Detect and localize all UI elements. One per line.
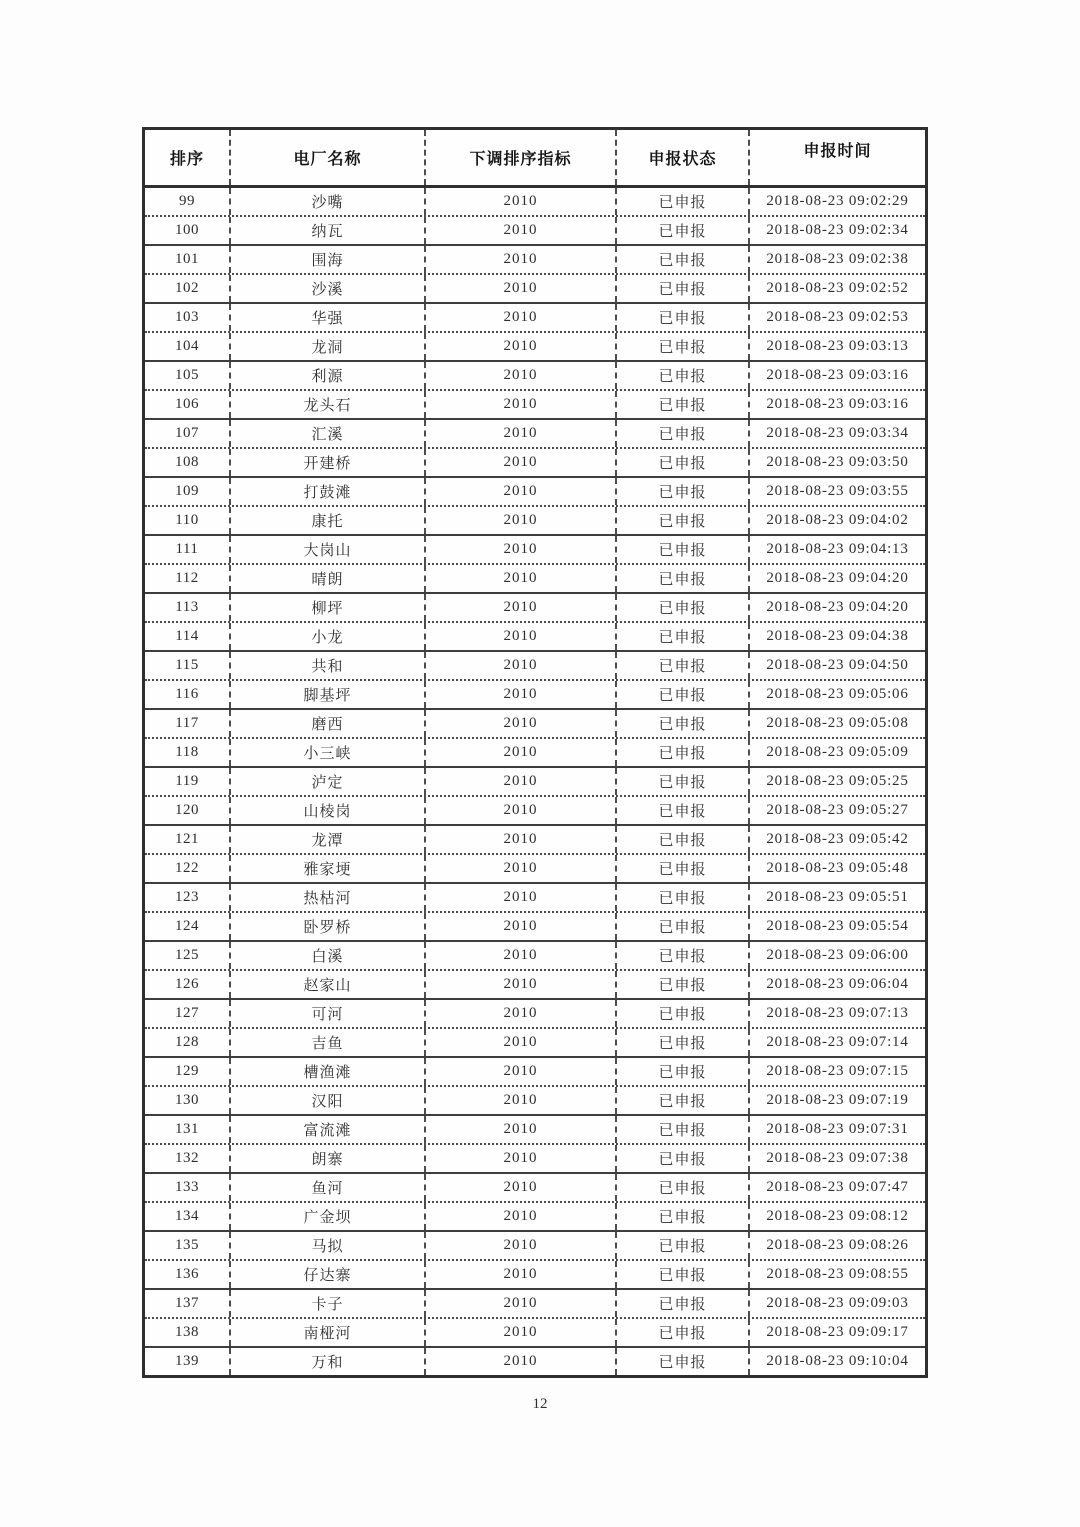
table-row xyxy=(145,884,925,913)
table-row xyxy=(145,971,925,1000)
cell-indicator: 2010 xyxy=(426,565,617,592)
cell-indicator: 2010 xyxy=(426,652,617,679)
cell-time: 2018-08-23 09:03:16 xyxy=(766,396,909,412)
cell-status: 已申报 xyxy=(617,623,750,650)
cell-indicator: 2010 xyxy=(426,1261,617,1288)
cell-status: 已申报 xyxy=(617,1232,750,1259)
cell-time: 2018-08-23 09:07:19 xyxy=(766,1092,909,1108)
cell-time: 2018-08-23 09:04:20 xyxy=(766,570,909,586)
table-row xyxy=(145,1174,925,1203)
cell-rank: 116 xyxy=(145,681,231,708)
cell-time: 2018-08-23 09:06:00 xyxy=(766,947,909,963)
cell-time: 2018-08-23 09:10:04 xyxy=(766,1353,909,1369)
cell-name: 龙潭 xyxy=(231,826,426,853)
table-row xyxy=(145,565,925,594)
cell-status: 已申报 xyxy=(617,768,750,795)
cell-name: 卡子 xyxy=(231,1290,426,1317)
cell-status: 已申报 xyxy=(617,826,750,853)
cell-indicator: 2010 xyxy=(426,362,617,389)
cell-status: 已申报 xyxy=(617,275,750,302)
table-row xyxy=(145,942,925,971)
table-row xyxy=(145,275,925,304)
cell-rank: 133 xyxy=(145,1174,231,1201)
cell-status: 已申报 xyxy=(617,1145,750,1172)
cell-time: 2018-08-23 09:03:16 xyxy=(766,367,909,383)
cell-rank: 127 xyxy=(145,1000,231,1027)
cell-name: 仔达寨 xyxy=(231,1261,426,1288)
table-row xyxy=(145,1290,925,1319)
page-number: 12 xyxy=(532,1396,548,1412)
cell-name: 南桠河 xyxy=(231,1319,426,1346)
cell-name: 大岗山 xyxy=(231,536,426,563)
cell-status: 已申报 xyxy=(617,681,750,708)
cell-indicator: 2010 xyxy=(426,1145,617,1172)
cell-time: 2018-08-23 09:05:06 xyxy=(766,686,909,702)
cell-rank: 115 xyxy=(145,652,231,679)
cell-indicator: 2010 xyxy=(426,246,617,273)
cell-time: 2018-08-23 09:03:50 xyxy=(766,454,909,470)
cell-name: 脚基坪 xyxy=(231,681,426,708)
cell-name: 朗寨 xyxy=(231,1145,426,1172)
cell-status: 已申报 xyxy=(617,246,750,273)
cell-name: 龙洞 xyxy=(231,333,426,360)
table-row xyxy=(145,1087,925,1116)
cell-name: 汉阳 xyxy=(231,1087,426,1114)
cell-time: 2018-08-23 09:08:55 xyxy=(766,1266,909,1282)
cell-indicator: 2010 xyxy=(426,1348,617,1375)
cell-indicator: 2010 xyxy=(426,304,617,331)
cell-status: 已申报 xyxy=(617,1058,750,1085)
cell-name: 泸定 xyxy=(231,768,426,795)
cell-name: 山棱岗 xyxy=(231,797,426,824)
cell-status: 已申报 xyxy=(617,304,750,331)
cell-status: 已申报 xyxy=(617,1029,750,1056)
cell-status: 已申报 xyxy=(617,188,750,215)
cell-time: 2018-08-23 09:05:25 xyxy=(766,773,909,789)
cell-name: 吉鱼 xyxy=(231,1029,426,1056)
cell-indicator: 2010 xyxy=(426,478,617,505)
cell-name: 热枯河 xyxy=(231,884,426,911)
cell-time: 2018-08-23 09:02:53 xyxy=(766,309,909,325)
cell-status: 已申报 xyxy=(617,362,750,389)
cell-name: 康托 xyxy=(231,507,426,534)
table-row xyxy=(145,710,925,739)
cell-name: 槽渔滩 xyxy=(231,1058,426,1085)
cell-status: 已申报 xyxy=(617,217,750,244)
cell-status: 已申报 xyxy=(617,1261,750,1288)
cell-indicator: 2010 xyxy=(426,710,617,737)
cell-indicator: 2010 xyxy=(426,1116,617,1143)
cell-rank: 118 xyxy=(145,739,231,766)
table-row xyxy=(145,797,925,826)
cell-time: 2018-08-23 09:04:50 xyxy=(766,657,909,673)
header-status: 申报状态 xyxy=(617,130,750,185)
cell-time: 2018-08-23 09:03:55 xyxy=(766,483,909,499)
cell-rank: 121 xyxy=(145,826,231,853)
cell-rank: 112 xyxy=(145,565,231,592)
declaration-table xyxy=(142,127,928,1378)
cell-time: 2018-08-23 09:07:15 xyxy=(766,1063,909,1079)
cell-status: 已申报 xyxy=(617,536,750,563)
cell-status: 已申报 xyxy=(617,333,750,360)
table-row xyxy=(145,507,925,536)
cell-time: 2018-08-23 09:02:29 xyxy=(766,193,909,209)
table-row xyxy=(145,1203,925,1232)
table-row xyxy=(145,1029,925,1058)
cell-indicator: 2010 xyxy=(426,884,617,911)
cell-indicator: 2010 xyxy=(426,855,617,882)
cell-indicator: 2010 xyxy=(426,1029,617,1056)
cell-rank: 137 xyxy=(145,1290,231,1317)
cell-rank: 111 xyxy=(145,536,231,563)
cell-time: 2018-08-23 09:06:04 xyxy=(766,976,909,992)
cell-indicator: 2010 xyxy=(426,623,617,650)
cell-status: 已申报 xyxy=(617,478,750,505)
cell-time: 2018-08-23 09:04:13 xyxy=(766,541,909,557)
cell-name: 龙头石 xyxy=(231,391,426,418)
cell-time: 2018-08-23 09:05:54 xyxy=(766,918,909,934)
table-row xyxy=(145,913,925,942)
header-plant-name: 电厂名称 xyxy=(231,130,426,185)
cell-indicator: 2010 xyxy=(426,217,617,244)
cell-indicator: 2010 xyxy=(426,188,617,215)
cell-rank: 117 xyxy=(145,710,231,737)
cell-rank: 105 xyxy=(145,362,231,389)
cell-status: 已申报 xyxy=(617,1348,750,1375)
cell-indicator: 2010 xyxy=(426,913,617,940)
cell-status: 已申报 xyxy=(617,884,750,911)
cell-status: 已申报 xyxy=(617,1000,750,1027)
cell-indicator: 2010 xyxy=(426,594,617,621)
table-row xyxy=(145,188,925,217)
cell-status: 已申报 xyxy=(617,565,750,592)
table-row xyxy=(145,652,925,681)
cell-rank: 119 xyxy=(145,768,231,795)
cell-name: 雅家埂 xyxy=(231,855,426,882)
cell-name: 开建桥 xyxy=(231,449,426,476)
cell-name: 鱼河 xyxy=(231,1174,426,1201)
cell-time: 2018-08-23 09:08:26 xyxy=(766,1237,909,1253)
cell-name: 小龙 xyxy=(231,623,426,650)
cell-status: 已申报 xyxy=(617,1116,750,1143)
table-row xyxy=(145,1000,925,1029)
table-row xyxy=(145,1348,925,1375)
cell-status: 已申报 xyxy=(617,739,750,766)
cell-rank: 120 xyxy=(145,797,231,824)
cell-indicator: 2010 xyxy=(426,942,617,969)
cell-status: 已申报 xyxy=(617,913,750,940)
cell-rank: 104 xyxy=(145,333,231,360)
cell-name: 小三峡 xyxy=(231,739,426,766)
cell-name: 磨西 xyxy=(231,710,426,737)
table-row xyxy=(145,536,925,565)
cell-indicator: 2010 xyxy=(426,1058,617,1085)
cell-status: 已申报 xyxy=(617,652,750,679)
cell-indicator: 2010 xyxy=(426,391,617,418)
table-row xyxy=(145,420,925,449)
cell-rank: 132 xyxy=(145,1145,231,1172)
cell-status: 已申报 xyxy=(617,1290,750,1317)
cell-rank: 99 xyxy=(145,188,231,215)
table-row xyxy=(145,1261,925,1290)
table-row xyxy=(145,304,925,333)
cell-name: 纳瓦 xyxy=(231,217,426,244)
table-row xyxy=(145,739,925,768)
cell-status: 已申报 xyxy=(617,797,750,824)
header-indicator: 下调排序指标 xyxy=(426,130,617,185)
cell-name: 可河 xyxy=(231,1000,426,1027)
cell-status: 已申报 xyxy=(617,507,750,534)
cell-rank: 124 xyxy=(145,913,231,940)
cell-time: 2018-08-23 09:04:20 xyxy=(766,599,909,615)
cell-indicator: 2010 xyxy=(426,1203,617,1230)
cell-rank: 136 xyxy=(145,1261,231,1288)
table-row xyxy=(145,478,925,507)
cell-indicator: 2010 xyxy=(426,739,617,766)
cell-indicator: 2010 xyxy=(426,768,617,795)
cell-indicator: 2010 xyxy=(426,1232,617,1259)
cell-rank: 113 xyxy=(145,594,231,621)
cell-rank: 102 xyxy=(145,275,231,302)
cell-indicator: 2010 xyxy=(426,536,617,563)
table-row xyxy=(145,826,925,855)
cell-time: 2018-08-23 09:02:38 xyxy=(766,251,909,267)
cell-rank: 131 xyxy=(145,1116,231,1143)
cell-time: 2018-08-23 09:02:34 xyxy=(766,222,909,238)
cell-indicator: 2010 xyxy=(426,1290,617,1317)
cell-indicator: 2010 xyxy=(426,971,617,998)
cell-name: 白溪 xyxy=(231,942,426,969)
cell-rank: 103 xyxy=(145,304,231,331)
table-row xyxy=(145,362,925,391)
table-row xyxy=(145,1232,925,1261)
cell-name: 打鼓滩 xyxy=(231,478,426,505)
cell-time: 2018-08-23 09:07:38 xyxy=(766,1150,909,1166)
cell-time: 2018-08-23 09:05:42 xyxy=(766,831,909,847)
cell-rank: 100 xyxy=(145,217,231,244)
cell-rank: 101 xyxy=(145,246,231,273)
cell-rank: 135 xyxy=(145,1232,231,1259)
cell-rank: 130 xyxy=(145,1087,231,1114)
cell-indicator: 2010 xyxy=(426,449,617,476)
table-row xyxy=(145,246,925,275)
cell-time: 2018-08-23 09:05:08 xyxy=(766,715,909,731)
cell-status: 已申报 xyxy=(617,971,750,998)
cell-indicator: 2010 xyxy=(426,507,617,534)
cell-time: 2018-08-23 09:02:52 xyxy=(766,280,909,296)
cell-rank: 129 xyxy=(145,1058,231,1085)
table-row xyxy=(145,1319,925,1348)
cell-name: 沙溪 xyxy=(231,275,426,302)
cell-rank: 107 xyxy=(145,420,231,447)
cell-status: 已申报 xyxy=(617,710,750,737)
cell-status: 已申报 xyxy=(617,1319,750,1346)
cell-status: 已申报 xyxy=(617,1174,750,1201)
cell-time: 2018-08-23 09:05:27 xyxy=(766,802,909,818)
cell-name: 共和 xyxy=(231,652,426,679)
cell-rank: 110 xyxy=(145,507,231,534)
cell-status: 已申报 xyxy=(617,449,750,476)
cell-name: 马拟 xyxy=(231,1232,426,1259)
table-row xyxy=(145,217,925,246)
cell-rank: 139 xyxy=(145,1348,231,1375)
cell-rank: 125 xyxy=(145,942,231,969)
header-time: 申报时间 xyxy=(803,143,872,160)
cell-indicator: 2010 xyxy=(426,1319,617,1346)
cell-indicator: 2010 xyxy=(426,1174,617,1201)
cell-name: 柳坪 xyxy=(231,594,426,621)
cell-rank: 123 xyxy=(145,884,231,911)
cell-time: 2018-08-23 09:04:02 xyxy=(766,512,909,528)
cell-time: 2018-08-23 09:03:34 xyxy=(766,425,909,441)
cell-indicator: 2010 xyxy=(426,275,617,302)
cell-rank: 114 xyxy=(145,623,231,650)
cell-indicator: 2010 xyxy=(426,826,617,853)
cell-status: 已申报 xyxy=(617,420,750,447)
table-row xyxy=(145,768,925,797)
table-row xyxy=(145,1058,925,1087)
cell-rank: 126 xyxy=(145,971,231,998)
header-rank: 排序 xyxy=(145,130,231,185)
cell-time: 2018-08-23 09:05:09 xyxy=(766,744,909,760)
cell-name: 富流滩 xyxy=(231,1116,426,1143)
cell-rank: 106 xyxy=(145,391,231,418)
table-row xyxy=(145,855,925,884)
cell-indicator: 2010 xyxy=(426,797,617,824)
cell-name: 沙嘴 xyxy=(231,188,426,215)
table-body xyxy=(145,188,925,1375)
table-row xyxy=(145,594,925,623)
cell-name: 卧罗桥 xyxy=(231,913,426,940)
cell-time: 2018-08-23 09:07:31 xyxy=(766,1121,909,1137)
table-row xyxy=(145,391,925,420)
cell-status: 已申报 xyxy=(617,942,750,969)
cell-name: 汇溪 xyxy=(231,420,426,447)
cell-status: 已申报 xyxy=(617,594,750,621)
table-row xyxy=(145,1145,925,1174)
cell-time: 2018-08-23 09:07:47 xyxy=(766,1179,909,1195)
cell-rank: 122 xyxy=(145,855,231,882)
cell-time: 2018-08-23 09:07:14 xyxy=(766,1034,909,1050)
cell-rank: 138 xyxy=(145,1319,231,1346)
cell-time: 2018-08-23 09:07:13 xyxy=(766,1005,909,1021)
cell-time: 2018-08-23 09:05:51 xyxy=(766,889,909,905)
cell-name: 利源 xyxy=(231,362,426,389)
cell-name: 华强 xyxy=(231,304,426,331)
table-row xyxy=(145,333,925,362)
cell-time: 2018-08-23 09:09:03 xyxy=(766,1295,909,1311)
cell-indicator: 2010 xyxy=(426,1000,617,1027)
cell-time: 2018-08-23 09:05:48 xyxy=(766,860,909,876)
cell-indicator: 2010 xyxy=(426,1087,617,1114)
table-row xyxy=(145,1116,925,1145)
cell-name: 广金坝 xyxy=(231,1203,426,1230)
cell-status: 已申报 xyxy=(617,391,750,418)
cell-indicator: 2010 xyxy=(426,420,617,447)
cell-name: 晴朗 xyxy=(231,565,426,592)
cell-time: 2018-08-23 09:09:17 xyxy=(766,1324,909,1340)
cell-status: 已申报 xyxy=(617,1087,750,1114)
cell-rank: 128 xyxy=(145,1029,231,1056)
table-header-row xyxy=(145,130,925,188)
cell-rank: 134 xyxy=(145,1203,231,1230)
table-row xyxy=(145,681,925,710)
cell-time: 2018-08-23 09:08:12 xyxy=(766,1208,909,1224)
cell-time: 2018-08-23 09:03:13 xyxy=(766,338,909,354)
cell-rank: 109 xyxy=(145,478,231,505)
cell-indicator: 2010 xyxy=(426,681,617,708)
cell-rank: 108 xyxy=(145,449,231,476)
table-row xyxy=(145,623,925,652)
table-row xyxy=(145,449,925,478)
cell-name: 万和 xyxy=(231,1348,426,1375)
cell-status: 已申报 xyxy=(617,1203,750,1230)
cell-indicator: 2010 xyxy=(426,333,617,360)
cell-status: 已申报 xyxy=(617,855,750,882)
cell-name: 围海 xyxy=(231,246,426,273)
cell-time: 2018-08-23 09:04:38 xyxy=(766,628,909,644)
cell-name: 赵家山 xyxy=(231,971,426,998)
